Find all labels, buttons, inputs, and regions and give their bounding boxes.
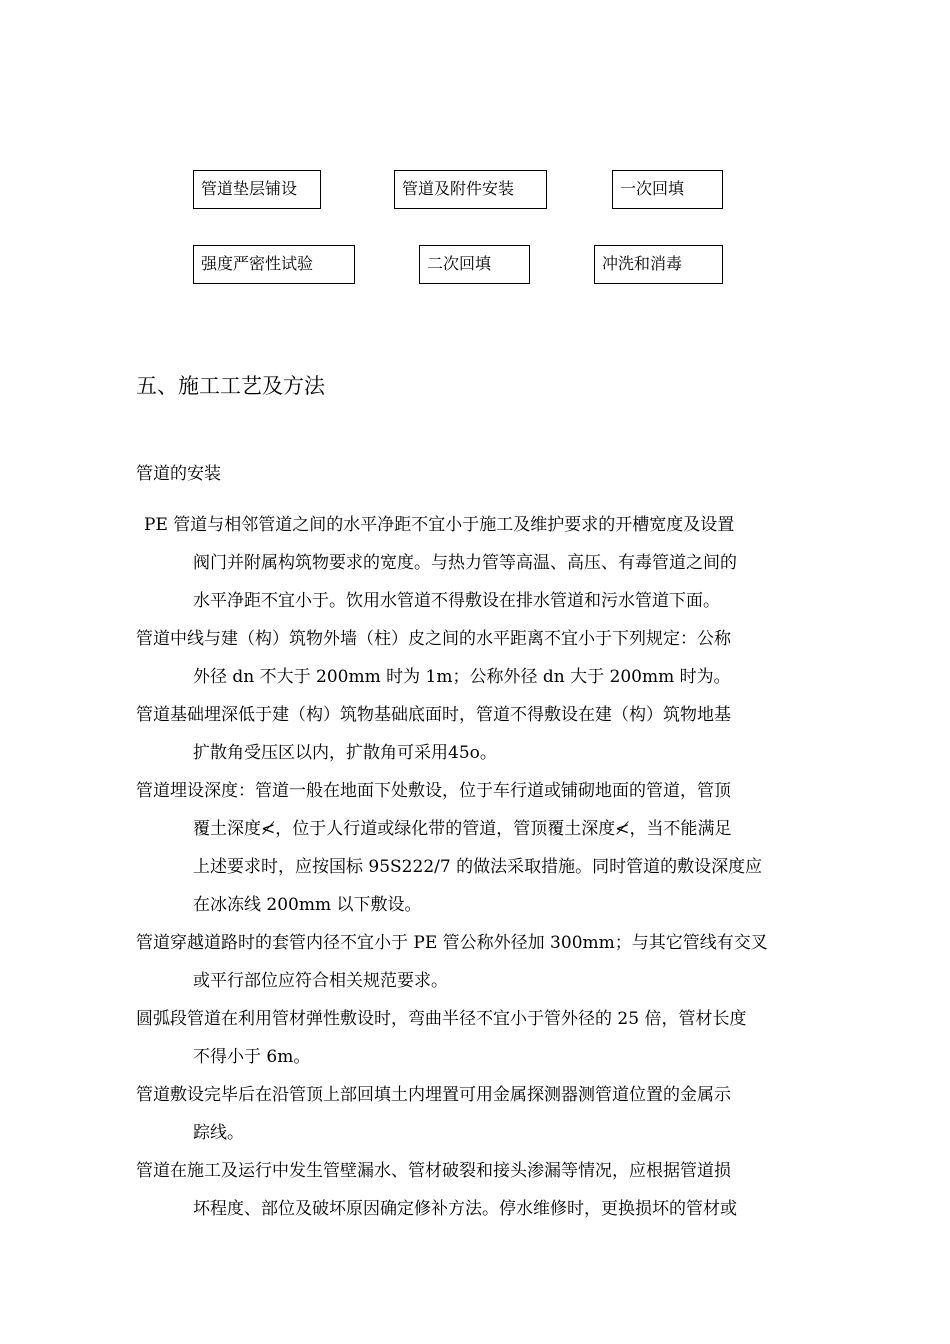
paragraph-line: 管道穿越道路时的套管内径不宜小于 PE 管公称外径加 300mm；与其它管线有交叉 [136,933,768,953]
paragraph-line: 外径 dn 不大于 200mm 时为 1m；公称外径 dn 大于 200mm 时为。 [193,667,731,687]
paragraph [136,620,816,696]
paragraph-line: 踪线。 [193,1123,244,1143]
paragraph-line: 管道基础埋深低于建（构）筑物基础底面时，管道不得敷设在建（构）筑物地基 [136,705,731,725]
paragraph-line: PE 管道与相邻管道之间的水平净距不宜小于施工及维护要求的开槽宽度及设置 [144,515,735,535]
paragraph-line: 在冰冻线 200mm 以下敷设。 [193,895,422,915]
paragraph-line: 管道敷设完毕后在沿管顶上部回填土内埋置可用金属探测器测管道位置的金属示 [136,1085,731,1105]
paragraph [136,772,816,924]
paragraph-line: 扩散角受压区以内，扩散角可采用45o。 [193,743,497,763]
flow-step-second-backfill: 二次回填 [419,245,530,284]
paragraph-line: 水平净距不宜小于。饮用水管道不得敷设在排水管道和污水管道下面。 [193,591,720,611]
paragraph [136,1000,816,1076]
flow-step-first-backfill: 一次回填 [612,170,723,209]
paragraph-line: 上述要求时，应按国标 95S222/7 的做法采取措施。同时管道的敷设深度应 [193,857,763,877]
paragraph-line: 管道中线与建（构）筑物外墙（柱）皮之间的水平距离不宜小于下列规定：公称 [136,629,731,649]
section-subtitle: 管道的安装 [136,464,221,484]
paragraph-line: 不得小于 6m。 [193,1047,311,1067]
paragraph-line: 覆土深度≮，位于人行道或绿化带的管道，管顶覆土深度≮，当不能满足 [193,819,732,839]
paragraph-line: 管道在施工及运行中发生管壁漏水、管材破裂和接头渗漏等情况，应根据管道损 [136,1161,731,1181]
paragraph-line: 或平行部位应符合相关规范要求。 [193,971,448,991]
paragraph-line: 阀门并附属构筑物要求的宽度。与热力管等高温、高压、有毒管道之间的 [193,553,737,573]
paragraph [136,506,816,620]
paragraph-line: 坏程度、部位及破坏原因确定修补方法。停水维修时，更换损坏的管材或 [193,1199,737,1219]
paragraph [136,924,816,1000]
paragraph-line: 圆弧段管道在利用管材弹性敷设时，弯曲半径不宜小于管外径的 25 倍，管材长度 [136,1009,747,1029]
flow-step-pipe-installation: 管道及附件安装 [394,170,547,209]
paragraph [136,696,816,772]
paragraph-line: 管道埋设深度：管道一般在地面下处敷设，位于车行道或铺砌地面的管道，管顶 [136,781,731,801]
paragraph [136,1152,816,1228]
flow-step-flush-disinfect: 冲洗和消毒 [594,245,723,284]
flow-step-pipe-bedding: 管道垫层铺设 [193,170,321,209]
paragraph [136,1076,816,1152]
flow-step-pressure-test: 强度严密性试验 [193,245,355,284]
section-title: 五、施工工艺及方法 [136,374,325,398]
